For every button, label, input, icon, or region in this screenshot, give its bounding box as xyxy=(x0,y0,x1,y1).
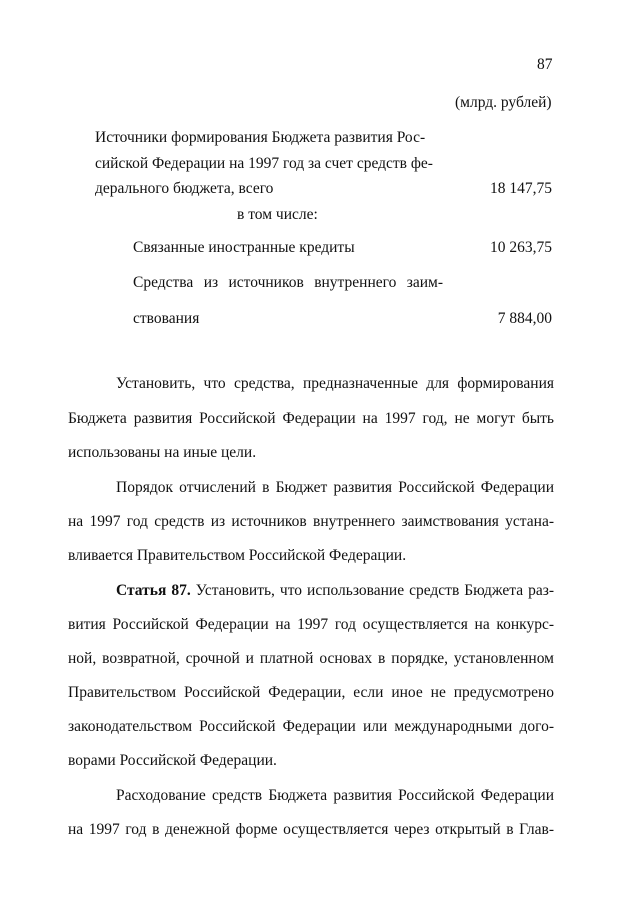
paragraph-line: Расходование средств Бюджета развития Российской Федерации xyxy=(116,787,554,804)
paragraph-line: Установить, что средства, предназначенные для формирования xyxy=(116,375,554,392)
paragraph-line: ной, возвратной, срочной и платной основах в порядке, установленном xyxy=(68,650,554,667)
page-number: 87 xyxy=(537,56,553,73)
paragraph-line: на 1997 год средств из источников внутреннего заимствования устана- xyxy=(68,513,554,530)
table-heading-line: Источники формирования Бюджета развития Рос- xyxy=(95,129,426,146)
table-subheading: в том числе: xyxy=(237,206,318,223)
paragraph-line: вливается Правительством Российской Федерации. xyxy=(68,547,407,564)
table-row xyxy=(0,239,640,259)
paragraph-line: Порядок отчислений в Бюджет развития Российской Федерации xyxy=(116,479,554,496)
paragraph-line: вития Российской Федерации на 1997 год осуществляется на конкурс- xyxy=(68,616,554,633)
paragraph-line: законодательством Российской Федерации или международными дого- xyxy=(68,718,554,735)
table-item-value: 7 884,00 xyxy=(497,310,552,327)
table-row-total xyxy=(0,180,640,200)
paragraph-line: ворами Российской Федерации. xyxy=(68,752,277,769)
paragraph-line: на 1997 год в денежной форме осуществляется через открытый в Глав- xyxy=(68,821,554,838)
units-label: (млрд. рублей) xyxy=(455,94,552,111)
article-first-line-text: Установить, что использование средств Бюджета раз- xyxy=(195,582,554,599)
table-item-label: Связанные иностранные кредиты xyxy=(133,239,355,256)
table-row xyxy=(0,310,640,330)
article-first-line xyxy=(116,582,554,602)
table-total-label: дерального бюджета, всего xyxy=(95,180,274,197)
table-total-value: 18 147,75 xyxy=(490,180,552,197)
table-item-label: Средства из источников внутреннего заим- xyxy=(133,274,443,291)
paragraph-line: использованы на иные цели. xyxy=(68,444,257,461)
table-item-value: 10 263,75 xyxy=(490,239,552,256)
article-heading: Статья 87. xyxy=(116,582,191,599)
paragraph-line: Бюджета развития Российской Федерации на 1997 год, не могут быть xyxy=(68,410,554,427)
table-item-label: ствования xyxy=(133,310,200,327)
table-heading-line: сийской Федерации на 1997 год за счет средств фе- xyxy=(95,155,433,172)
paragraph-line: Правительством Российской Федерации, если иное не предусмотрено xyxy=(68,684,554,701)
